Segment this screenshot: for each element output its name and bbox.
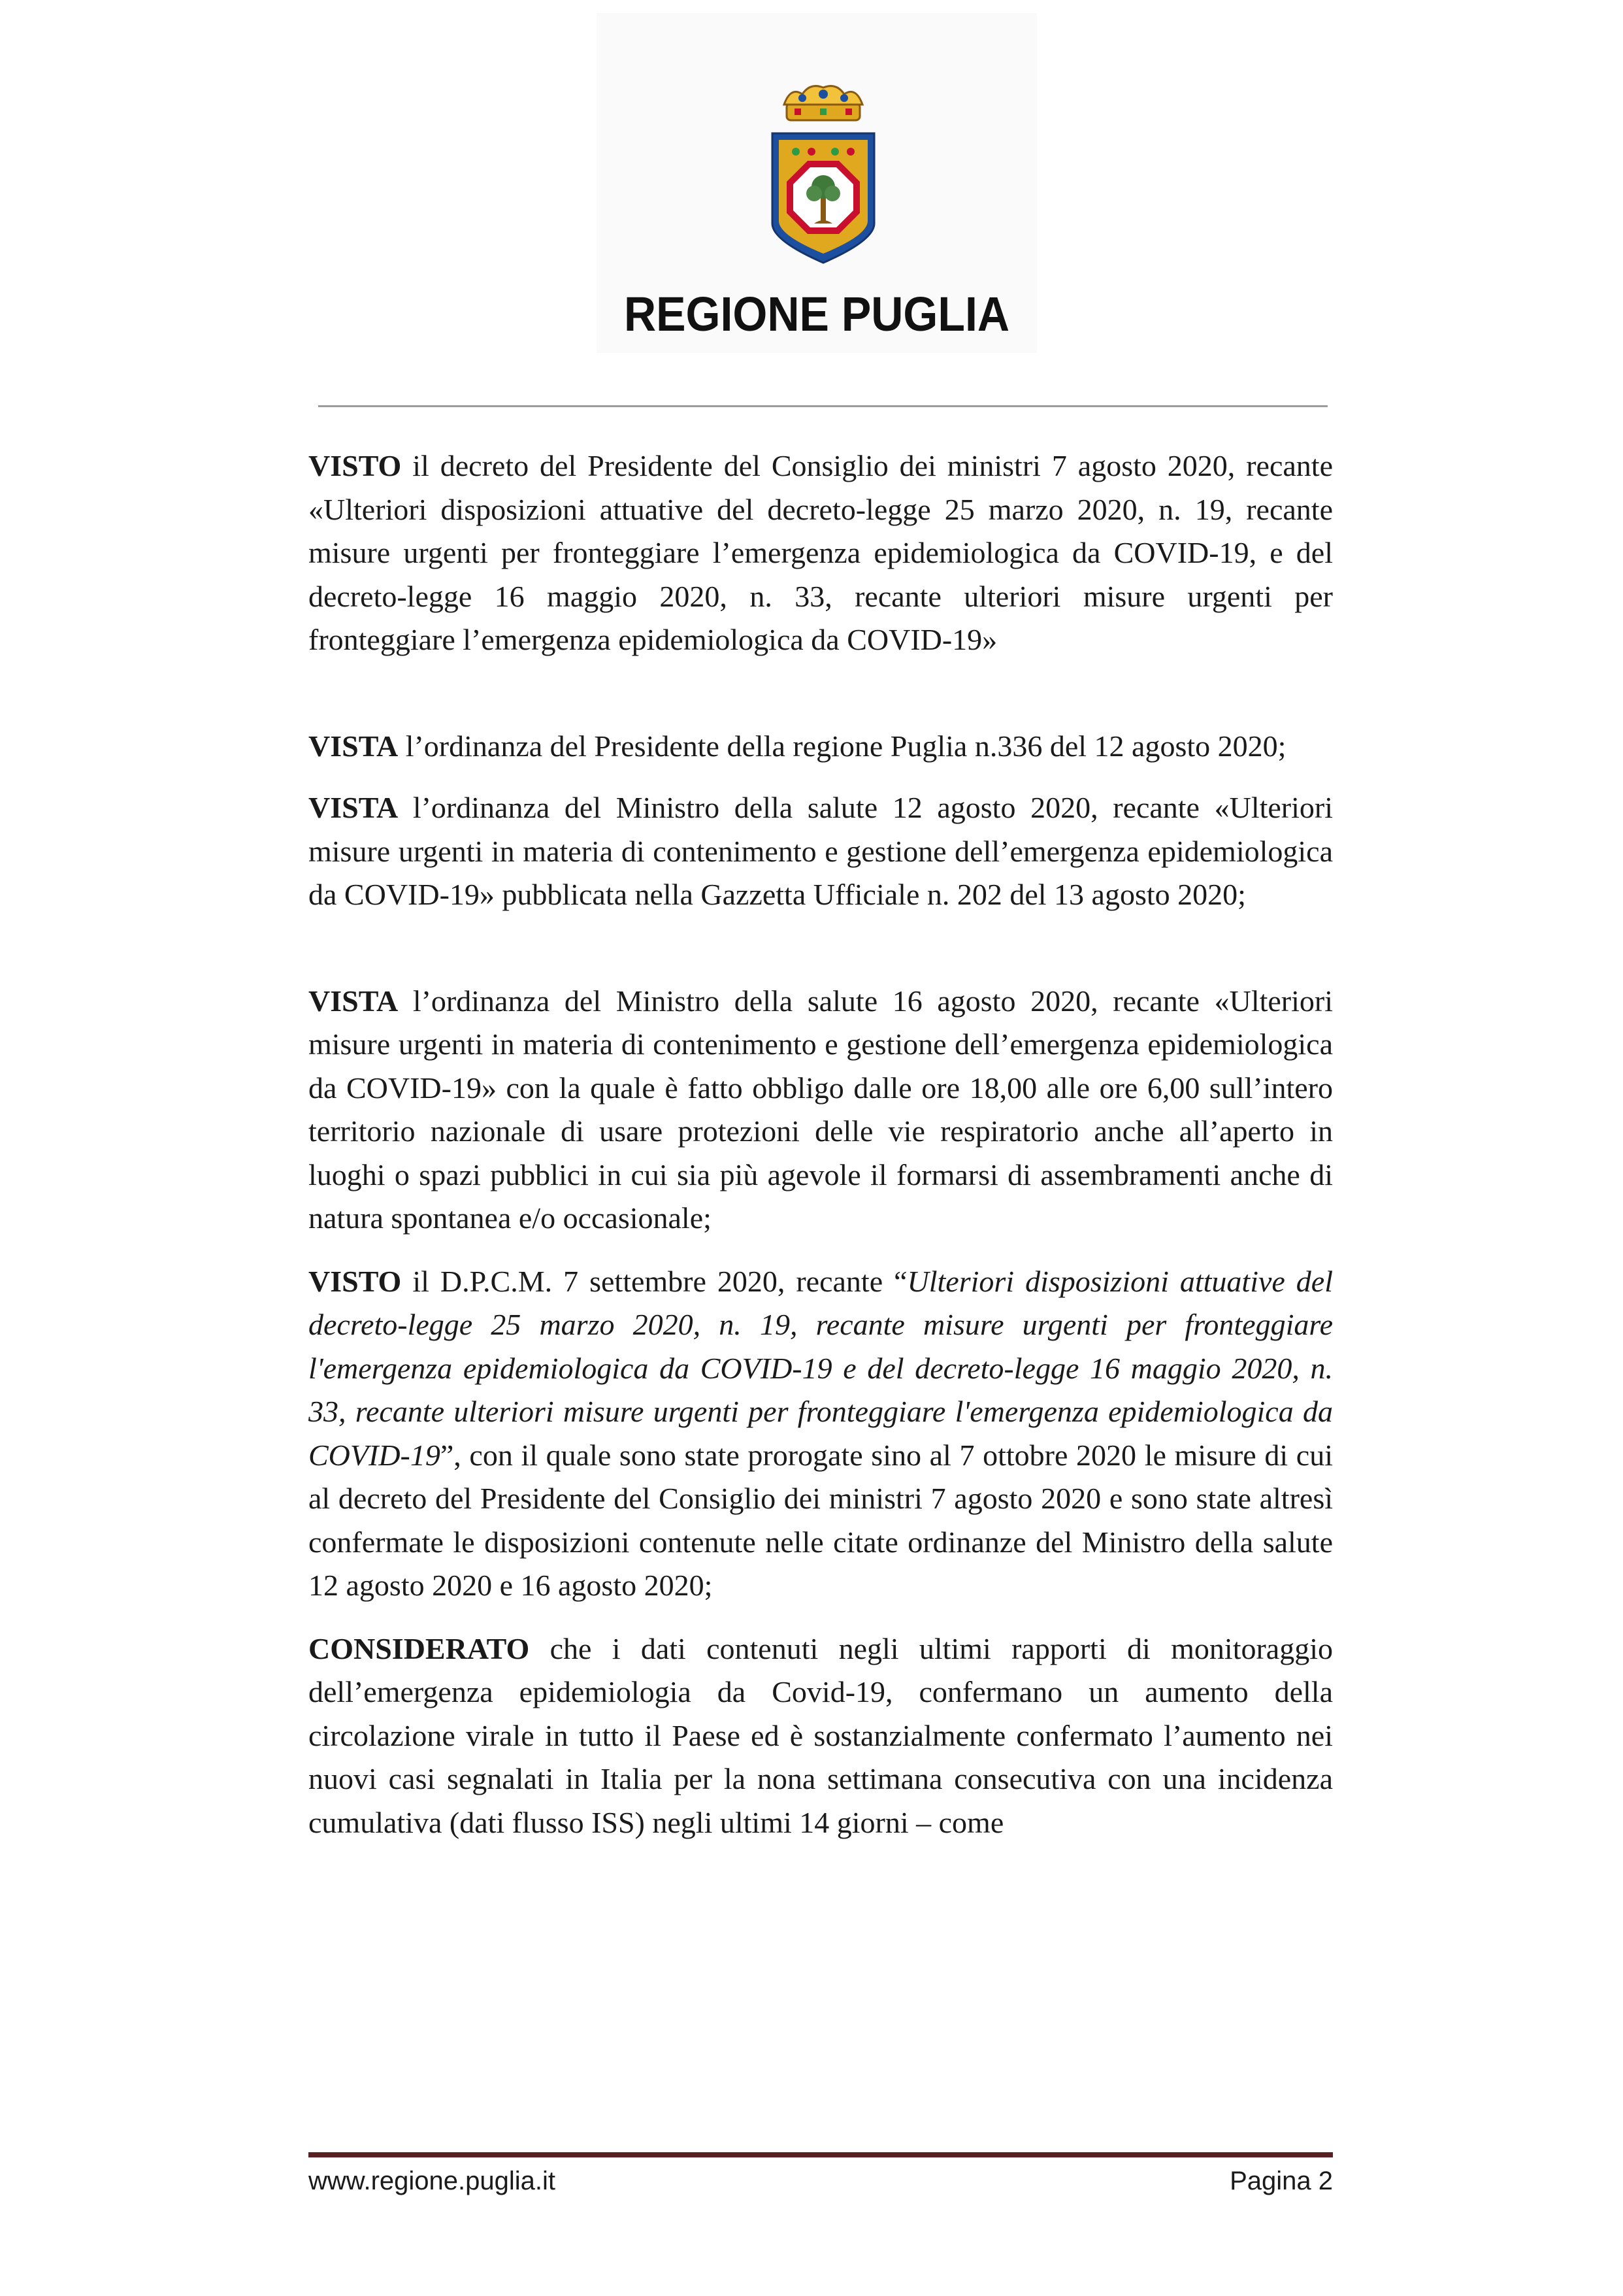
paragraph-considerato [308,1627,1333,1845]
regione-puglia-coat-of-arms-icon [764,78,882,268]
header-divider [318,405,1328,407]
region-title: REGIONE PUGLIA [623,287,1010,341]
paragraph-text: l’ordinanza del Ministro della salute 12 agosto 2020, recante «Ulteriori misure urgenti in materia di contenimento e gestione dell’emergenza epidemiologica da COVID-19» pubblicata nella Gazzetta Ufficiale n. 202 del 13 agosto 2020; [308,791,1333,911]
paragraph-text: che i dati contenuti negli ultimi rapporti di monitoraggio dell’emergenza epidemiologia da Covid-19, confermano un aumento della circolazione virale in tutto il Paese ed è sostanzialmente confermato l’aumento nei nuovi casi segnalati in Italia per la nona settimana consecutiva con una incidenza cumulativa (dati flusso ISS) negli ultimi 14 giorni – come [308,1631,1333,1839]
paragraph-visto-dpcm [308,444,1333,662]
paragraph-vista-ordinanza-12-agosto [308,786,1333,917]
paragraph-text: l’ordinanza del Presidente della regione Puglia n.336 del 12 agosto 2020; [398,729,1287,763]
footer-divider [308,2152,1333,2157]
paragraph-italic-title: Ulteriori disposizioni attuative del decreto-legge 25 marzo 2020, n. 19, recante misure urgenti per fronteggiare l'emergenza epidemiologica da COVID-19 e del decreto-legge 16 maggio 2020, n. 33, recante ulteriori misure urgenti per fronteggiare l'emergenza epidemiologica da COVID-19 [308,1264,1333,1472]
paragraph-lead: VISTA [308,791,399,824]
paragraph-lead: VISTO [308,1264,402,1298]
paragraph-lead: CONSIDERATO [308,1631,530,1665]
paragraph-text: l’ordinanza del Ministro della salute 16 agosto 2020, recante «Ulteriori misure urgenti in materia di contenimento e gestione dell’emergenza epidemiologica da COVID-19» con la quale è fatto obbligo dalle ore 18,00 alle ore 6,00 sull’intero territorio nazionale di usare protezioni delle vie respiratorio anche all’aperto in luoghi o spazi pubblici in cui sia più agevole il formarsi di assembramenti anche di natura spontanea e/o occasionale; [308,984,1333,1235]
footer-website-url: www.regione.puglia.it [308,2167,555,2195]
paragraph-lead: VISTO [308,449,402,482]
paragraph-lead: VISTA [308,984,399,1018]
paragraph-lead: VISTA [308,729,399,763]
paragraph-text: il decreto del Presidente del Consiglio dei ministri 7 agosto 2020, recante «Ulteriori disposizioni attuative del decreto-legge 25 marzo 2020, n. 19, recante misure urgenti per fronteggiare l’emergenza epidemiologica da COVID-19, e del decreto-legge 16 maggio 2020, n. 33, recante ulteriori misure urgenti per fronteggiare l’emergenza epidemiologica da COVID-19» [308,449,1333,656]
paragraph-vista-ordinanza-16-agosto [308,980,1333,1240]
document-body [308,444,1333,1844]
paragraph-visto-dpcm-7-settembre [308,1260,1333,1608]
paragraph-text: ”, con il quale sono state prorogate sino al 7 ottobre 2020 le misure di cui al decreto del Presidente del Consiglio dei ministri 7 agosto 2020 e sono state altresì confermate le disposizioni contenute nelle citate ordinanze del Ministro della salute 12 agosto 2020 e 16 agosto 2020; [308,1438,1333,1602]
shield-icon [772,133,874,263]
paragraph-vista-ordinanza-regione [308,725,1333,769]
paragraph-text: il D.P.C.M. 7 settembre 2020, recante “ [401,1264,908,1298]
crown-icon [784,86,862,120]
page-number: Pagina 2 [1230,2167,1333,2195]
